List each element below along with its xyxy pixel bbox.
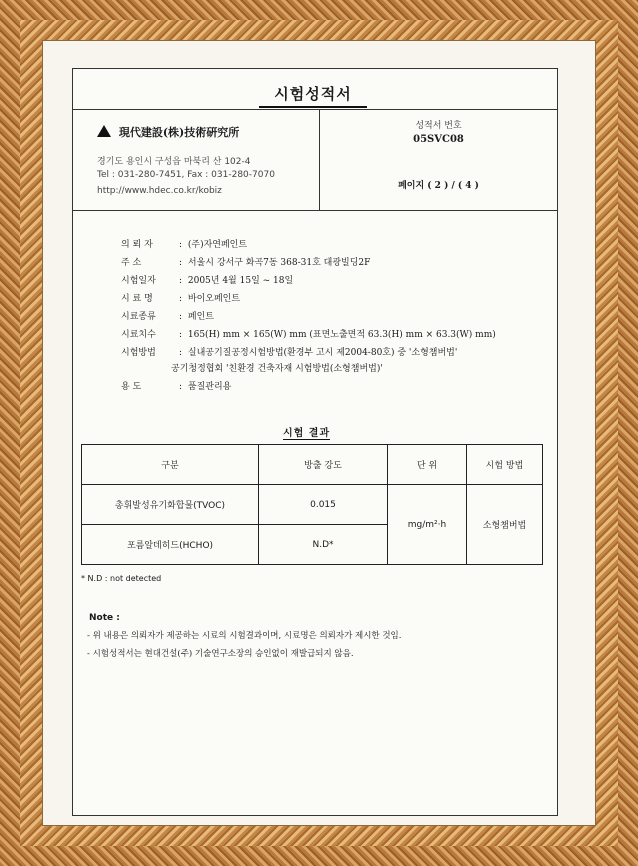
header-category: 구분: [82, 445, 259, 485]
info-row-test-method-2: 공기청정협회 '친환경 건축자재 시험방법(소형챔버법)': [171, 364, 383, 374]
info-row-sample-name: 시 료 명 : 바이오페인트: [121, 294, 241, 304]
info-row-test-method: 시험방법 : 실내공기질공정시험방법(환경부 고시 제2004-80호) 중 '소형챔버법': [121, 348, 458, 358]
header-box: [73, 109, 557, 211]
info-row-purpose: 용 도 : 품질관리용: [121, 382, 232, 392]
results-title: 시험 결과: [283, 424, 330, 440]
certificate-number: 05SVC08: [413, 134, 464, 145]
header-emission: 방출 강도: [259, 445, 388, 485]
footnote: * N.D : not detected: [81, 574, 162, 583]
unit-cell: mg/m²·h: [388, 485, 467, 565]
info-row-sample-type: 시료종류 : 페인트: [121, 312, 214, 322]
info-row-client: 의 뢰 자 : (주)자연페인트: [121, 240, 248, 250]
row-item-tvoc: 총휘발성유기화합물(TVOC): [82, 485, 259, 525]
triangle-logo-icon: [97, 125, 111, 137]
info-row-sample-size: 시료치수 : 165(H) mm × 165(W) mm (표면노출면적 63.3(H) mm × 63.3(W) mm): [121, 330, 496, 340]
issuer-contact: Tel : 031-280-7451, Fax : 031-280-7070: [97, 170, 275, 180]
note-item: - 위 내용은 의뢰자가 제공하는 시료의 시험결과이며, 시료명은 의뢰자가 제시한 것임.: [87, 631, 402, 641]
results-table: [81, 444, 543, 565]
issuer-name: 現代建設(株)技術硏究所: [118, 126, 240, 139]
row-value-tvoc: 0.015: [259, 485, 388, 525]
header-unit: 단 위: [388, 445, 467, 485]
certificate-label: 성적서 번호: [415, 121, 462, 131]
document-title: 시험성적서: [259, 83, 367, 108]
note-item: - 시험성적서는 현대건설(주) 기술연구소장의 승인없이 재발급되지 않음.: [87, 649, 354, 659]
method-cell: 소형챔버법: [467, 485, 543, 565]
page-info: 페이지 ( 2 ) / ( 4 ): [398, 181, 479, 191]
issuer-website: http://www.hdec.co.kr/kobiz: [97, 186, 222, 196]
table-row: [82, 485, 543, 525]
table-header-row: [82, 445, 543, 485]
row-value-hcho: N.D*: [259, 525, 388, 565]
certificate-block: [320, 110, 557, 210]
info-row-address: 주 소 : 서울시 강서구 화곡7동 368-31호 대광빌딩2F: [121, 258, 371, 268]
row-item-hcho: 포름알데히드(HCHO): [82, 525, 259, 565]
test-certificate: [72, 68, 558, 816]
issuer-logo: [97, 124, 239, 140]
header-method: 시험 방법: [467, 445, 543, 485]
issuer-address: 경기도 용인시 구성읍 마북리 산 102-4: [97, 157, 251, 167]
info-row-test-date: 시험일자 : 2005년 4월 15일 ~ 18일: [121, 276, 294, 286]
note-title: Note :: [89, 613, 120, 623]
issuer-block: [73, 110, 320, 210]
